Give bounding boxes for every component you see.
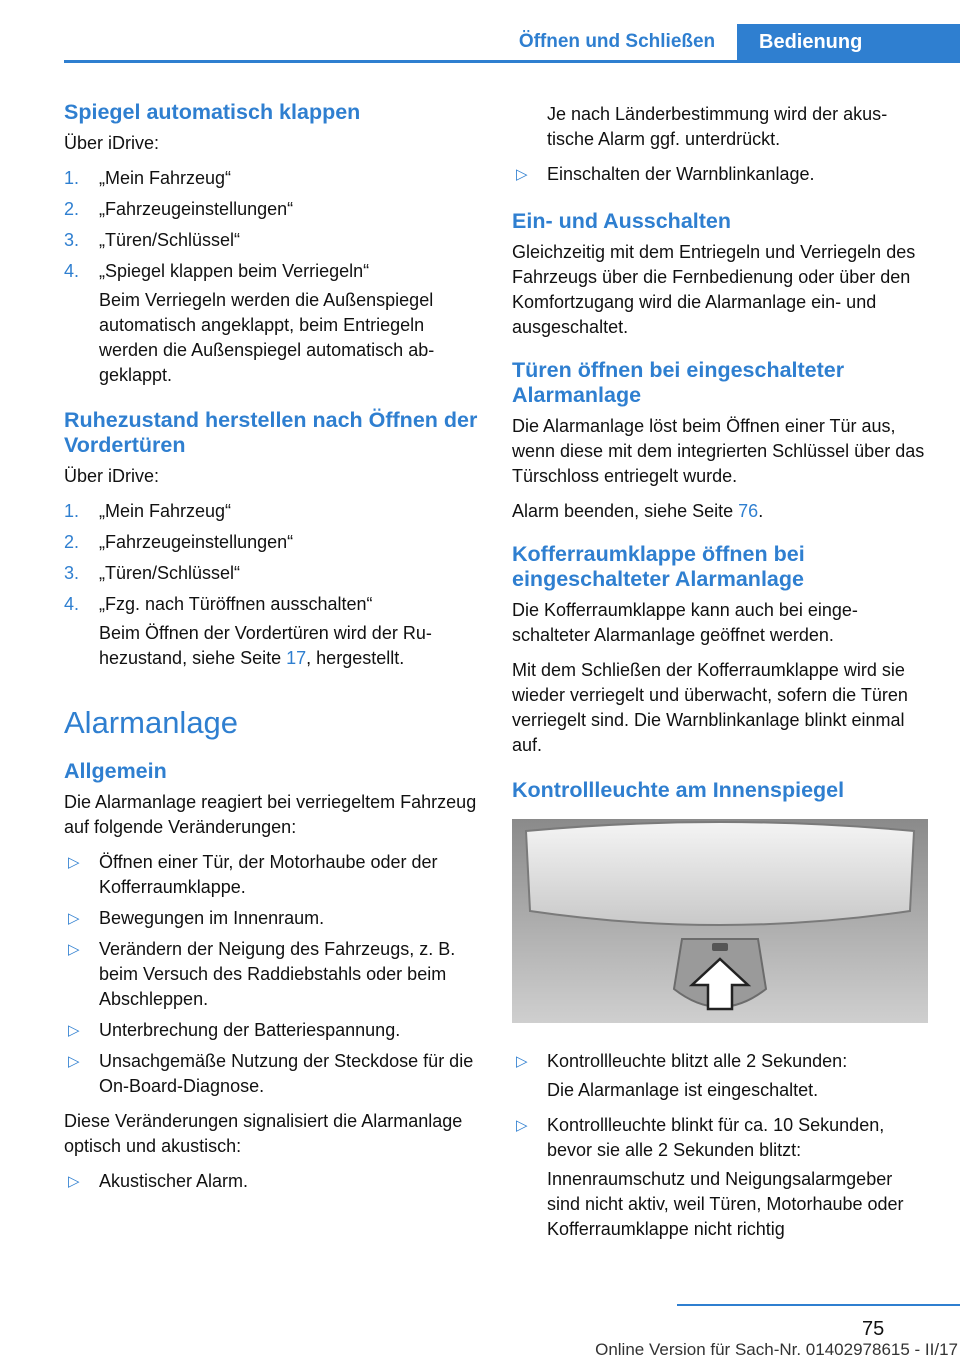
rearview-mirror-image — [512, 819, 928, 1023]
step-item — [64, 197, 478, 222]
left-column — [64, 100, 478, 1204]
step-text: „Mein Fahrzeug“ — [99, 168, 232, 188]
kontrollleuchte-list-2 — [512, 1113, 928, 1163]
list-item — [512, 162, 928, 187]
footer-rule — [677, 1304, 960, 1306]
list-item-text: Einschalten der Warnblinkanlage. — [547, 164, 815, 184]
list-item — [64, 1018, 478, 1043]
step-text: „Fahrzeugeinstellungen“ — [99, 199, 294, 219]
step-item — [64, 592, 478, 617]
step-text: „Fzg. nach Türöffnen ausschalten“ — [99, 594, 373, 614]
heading-allgemein: Allgemein — [64, 759, 167, 783]
triangle-bullet-icon: ▷ — [68, 854, 80, 871]
note-text-end: , hergestellt. — [306, 648, 405, 668]
heading-alarmanlage: Alarmanlage — [64, 705, 239, 740]
intro-idrive-2: Über iDrive: — [64, 466, 160, 486]
kofferraum-text-2: Mit dem Schließen der Kofferraumklappe wird sie wieder verriegelt und überwacht, sofern die Türen verriegelt sind. Die Warnblinkanlage blinkt einmal auf. — [512, 660, 908, 755]
ruhezustand-note — [64, 621, 478, 671]
triangle-bullet-icon: ▷ — [68, 1173, 80, 1190]
triangle-bullet-icon: ▷ — [68, 910, 80, 927]
step-number: 1. — [64, 501, 80, 521]
kontrollleuchte-list — [512, 1049, 928, 1074]
step-number: 4. — [64, 594, 80, 614]
list-item — [64, 937, 478, 1012]
list-item-text: Verändern der Neigung des Fahrzeugs, z. B. beim Versuch des Raddiebstahls oder beim Abschleppen. — [99, 939, 456, 1009]
heading-ein-ausschalten: Ein- und Ausschalten — [512, 209, 731, 233]
kontrollleuchte-sub-2: Innenraumschutz und Neigungsalarmgeber sind nicht aktiv, weil Türen, Motorhaube oder Kofferraumklappe nicht richtig — [547, 1169, 904, 1239]
allgemein-intro: Die Alarmanlage reagiert bei verriegeltem Fahrzeug auf folgende Veränderungen: — [64, 792, 477, 837]
list-item-text: Kontrollleuchte blitzt alle 2 Sekunden: — [547, 1051, 848, 1071]
list-item — [64, 1169, 478, 1194]
alarm-beenden — [512, 499, 928, 524]
signal-continuation-list — [512, 162, 928, 187]
step-item — [64, 228, 478, 253]
list-item — [512, 1113, 928, 1163]
note-text: Beim Öffnen der Vordertüren wird der Ruhezustand, siehe Seite — [99, 623, 432, 668]
step-text: „Fahrzeugeinstellungen“ — [99, 532, 294, 552]
step-number: 1. — [64, 168, 80, 188]
header-rule — [64, 60, 960, 63]
triangle-bullet-icon: ▷ — [68, 941, 80, 958]
step-text: „Mein Fahrzeug“ — [99, 501, 232, 521]
page-link-76[interactable]: 76 — [738, 501, 759, 521]
page-number: 75 — [862, 1318, 885, 1340]
heading-ruhezustand: Ruhezustand herstellen nach Öffnen der Vordertüren — [64, 408, 478, 457]
list-item-text: Akustischer Alarm. — [99, 1171, 249, 1191]
online-version-note: Online Version für Sach-Nr. 01402978615 - II/17 — [595, 1340, 958, 1359]
heading-tueren-oeffnen: Türen öffnen bei eingeschalteter Alarmanlage — [512, 358, 845, 407]
kofferraum-text-1: Die Kofferraumklappe kann auch bei eingeschalteter Alarmanlage geöffnet werden. — [512, 600, 858, 645]
alarm-beenden-text: Alarm beenden, siehe Seite — [512, 501, 739, 521]
triangle-bullet-icon: ▷ — [68, 1022, 80, 1039]
step-text: „Türen/Schlüssel“ — [99, 563, 241, 583]
list-item — [64, 1049, 478, 1099]
step-item — [64, 499, 478, 524]
list-item — [64, 906, 478, 931]
alarm-trigger-list — [64, 850, 478, 1099]
kontrollleuchte-sub-1: Die Alarmanlage ist eingeschaltet. — [547, 1080, 819, 1100]
page-link-17[interactable]: 17 — [286, 648, 307, 668]
steps-ruhezustand — [64, 499, 478, 617]
triangle-bullet-icon: ▷ — [516, 166, 528, 183]
heading-spiegel-klappen: Spiegel automatisch klappen — [64, 100, 361, 124]
step-number: 3. — [64, 563, 80, 583]
alarm-continuation: Je nach Länderbestimmung wird der akustische Alarm ggf. unterdrückt. — [547, 104, 888, 149]
alarm-signal-list — [64, 1169, 478, 1194]
step-number: 3. — [64, 230, 80, 250]
triangle-bullet-icon: ▷ — [68, 1053, 80, 1070]
list-item-text: Unterbrechung der Batteriespannung. — [99, 1020, 401, 1040]
triangle-bullet-icon: ▷ — [516, 1117, 528, 1134]
step-text: „Spiegel klappen beim Verriegeln“ — [99, 261, 370, 281]
list-item-text: Bewegungen im Innenraum. — [99, 908, 325, 928]
triangle-bullet-icon: ▷ — [516, 1053, 528, 1070]
step-item — [64, 166, 478, 191]
alarm-beenden-end: . — [758, 501, 764, 521]
step-number: 2. — [64, 199, 80, 219]
tueren-oeffnen-text: Die Alarmanlage löst beim Öffnen einer Tür aus, wenn diese mit dem integrierten Schlüssel über das Türschloss entriegelt wurde. — [512, 416, 925, 486]
allgemein-outro: Diese Veränderungen signalisiert die Alarmanlage optisch und akustisch: — [64, 1111, 463, 1156]
heading-kofferraum: Kofferraumklappe öffnen bei eingeschalteter Alarmanlage — [512, 542, 805, 591]
step-number: 2. — [64, 532, 80, 552]
heading-kontrollleuchte: Kontrollleuchte am Innenspiegel — [512, 778, 845, 802]
step-item — [64, 530, 478, 555]
header-section-tab: Bedienung — [737, 24, 960, 63]
spiegel-note: Beim Verriegeln werden die Außenspiegel automatisch angeklappt, beim Entriegeln werden die Außenspiegel automatisch abgeklappt. — [99, 290, 435, 385]
steps-spiegel — [64, 166, 478, 284]
list-item — [512, 1049, 928, 1074]
step-item — [64, 259, 478, 284]
ein-ausschalten-text: Gleichzeitig mit dem Entriegeln und Verriegeln des Fahrzeugs über die Fernbedienung oder über den Komfortzugang wird die Alarmanlage ein- und ausgeschaltet. — [512, 242, 916, 337]
step-text: „Türen/Schlüssel“ — [99, 230, 241, 250]
list-item-text: Öffnen einer Tür, der Motorhaube oder der Kofferraumklappe. — [99, 852, 438, 897]
list-item — [64, 850, 478, 900]
right-column — [512, 100, 928, 1252]
list-item-text: Kontrollleuchte blinkt für ca. 10 Sekunden, bevor sie alle 2 Sekunden blitzt: — [547, 1115, 885, 1160]
intro-idrive: Über iDrive: — [64, 133, 160, 153]
list-item-text: Unsachgemäße Nutzung der Steckdose für die On-Board-Diagnose. — [99, 1051, 474, 1096]
step-number: 4. — [64, 261, 80, 281]
step-item — [64, 561, 478, 586]
header-chapter-title: Öffnen und Schließen — [518, 31, 716, 52]
